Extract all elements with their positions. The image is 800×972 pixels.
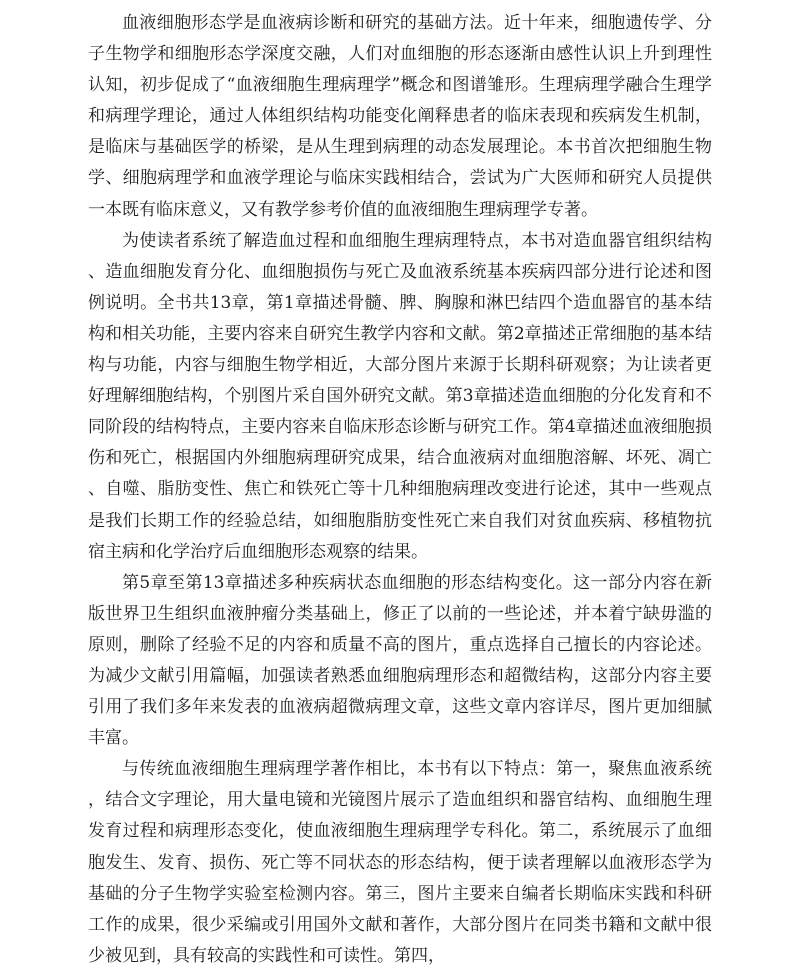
document-page [88, 8, 712, 972]
paragraph-3: 第5章至第13章描述多种疾病状态血细胞的形态结构变化。这一部分内容在新版世界卫生组织血液肿瘤分类基础上，修正了以前的一些论述，并本着宁缺毋滥的原则，删除了经验不足的内容和质量不高的图片，重点选择自己擅长的内容论述。为减少文献引用篇幅，加强读者熟悉血细胞病理形态和超微结构，这部分内容主要引用了我们多年来发表的血液病超微病理文章，这些文章内容详尽，图片更加细腻丰富。 [88, 572, 712, 749]
paragraph-1: 血液细胞形态学是血液病诊断和研究的基础方法。近十年来，细胞遗传学、分子生物学和细胞形态学深度交融，人们对血细胞的形态逐渐由感性认识上升到理性认知，初步促成了“血液细胞生理病理学”概念和图谱雏形。生理病理学融合生理学和病理学理论，通过人体组织结构功能变化阐释患者的临床表现和疾病发生机制，是临床与基础医学的桥梁，是从生理到病理的动态发展理论。本书首次把细胞生物学、细胞病理学和血液学理论与临床实践相结合，尝试为广大医师和研究人员提供一本既有临床意义，又有教学参考价值的血液细胞生理病理学专著。 [88, 13, 712, 220]
paragraph-2: 为使读者系统了解造血过程和血细胞生理病理特点，本书对造血器官组织结构、造血细胞发育分化、血细胞损伤与死亡及血液系统基本疾病四部分进行论述和图例说明。全书共13章，第1章描述骨髓、脾、胸腺和淋巴结四个造血器官的基本结构和相关功能，主要内容来自研究生教学内容和文献。第2章描述正常细胞的基本结构与功能，内容与细胞生物学相近，大部分图片来源于长期科研观察；为让读者更好理解细胞结构，个别图片采自国外研究文献。第3章描述造血细胞的分化发育和不同阶段的结构特点，主要内容来自临床形态诊断与研究工作。第4章描述血液细胞损伤和死亡，根据国内外细胞病理研究成果，结合血液病对血细胞溶解、坏死、凋亡、自噬、脂肪变性、焦亡和铁死亡等十几种细胞病理改变进行论述，其中一些观点是我们长期工作的经验总结，如细胞脂肪变性死亡来自我们对贫血疾病、移植物抗宿主病和化学治疗后血细胞形态观察的结果。 [88, 230, 712, 562]
paragraph-4: 与传统血液细胞生理病理学著作相比，本书有以下特点：第一，聚焦血液系统，结合文字理论，用大量电镜和光镜图片展示了造血组织和器官结构、血细胞生理发育过程和病理形态变化，使血液细胞生理病理学专科化。第二，系统展示了血细胞发生、发育、损伤、死亡等不同状态的形态结构，便于读者理解以血液形态学为基础的分子生物学实验室检测内容。第三，图片主要来自编者长期临床实践和科研工作的成果，很少采编或引用国外文献和著作，大部分图片在同类书籍和文献中很少被见到，具有较高的实践性和可读性。第四， [88, 759, 712, 966]
